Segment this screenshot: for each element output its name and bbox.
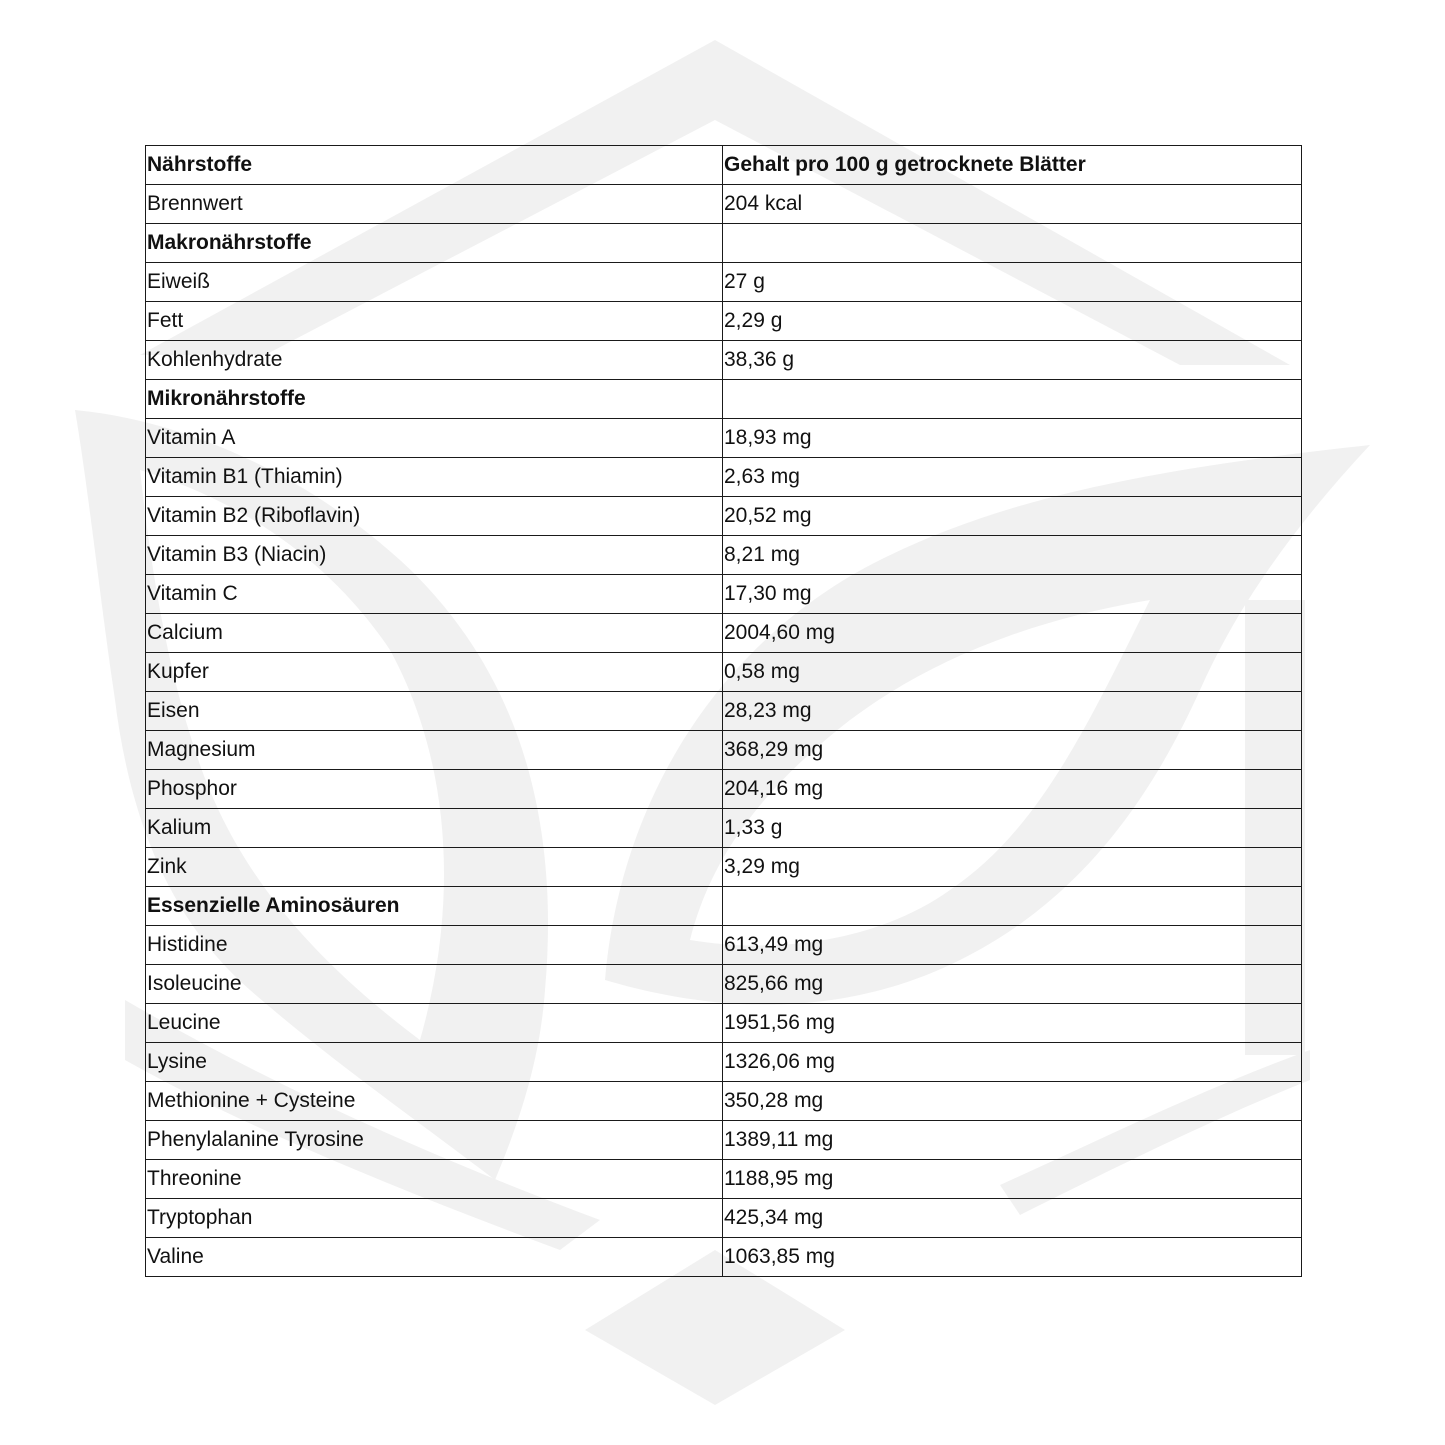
table-row: [146, 1082, 1302, 1121]
nutrient-value: 613,49 mg: [723, 926, 1302, 965]
nutrient-value: 1063,85 mg: [723, 1238, 1302, 1277]
nutrient-name: Valine: [146, 1238, 723, 1277]
nutrient-value: [723, 380, 1302, 419]
nutrient-value: 20,52 mg: [723, 497, 1302, 536]
table-row: [146, 1004, 1302, 1043]
nutrient-name: Isoleucine: [146, 965, 723, 1004]
table-row: [146, 731, 1302, 770]
table-row: [146, 302, 1302, 341]
nutrient-name: Kohlenhydrate: [146, 341, 723, 380]
table-row: [146, 263, 1302, 302]
nutrient-value: 2004,60 mg: [723, 614, 1302, 653]
table-row: [146, 653, 1302, 692]
nutrient-name: Threonine: [146, 1160, 723, 1199]
section-label: Mikronährstoffe: [146, 380, 723, 419]
nutrient-value: 3,29 mg: [723, 848, 1302, 887]
nutrient-value: 825,66 mg: [723, 965, 1302, 1004]
table-row: [146, 848, 1302, 887]
table-row: [146, 770, 1302, 809]
nutrient-value: 1188,95 mg: [723, 1160, 1302, 1199]
nutrient-value: 38,36 g: [723, 341, 1302, 380]
nutrient-value: [723, 887, 1302, 926]
nutrition-table-body: [146, 146, 1302, 1277]
table-row: [146, 965, 1302, 1004]
section-label: Essenzielle Aminosäuren: [146, 887, 723, 926]
nutrient-value: 8,21 mg: [723, 536, 1302, 575]
table-row: [146, 497, 1302, 536]
nutrient-name: Eiweiß: [146, 263, 723, 302]
nutrient-name: Histidine: [146, 926, 723, 965]
nutrient-name: Fett: [146, 302, 723, 341]
nutrient-name: Vitamin B3 (Niacin): [146, 536, 723, 575]
table-row: [146, 1043, 1302, 1082]
table-row: [146, 185, 1302, 224]
nutrient-name: Vitamin C: [146, 575, 723, 614]
table-header-row: [146, 146, 1302, 185]
nutrient-value: 1,33 g: [723, 809, 1302, 848]
nutrition-table: [145, 145, 1302, 1277]
nutrient-value: 2,29 g: [723, 302, 1302, 341]
table-row: [146, 458, 1302, 497]
nutrient-value: 2,63 mg: [723, 458, 1302, 497]
nutrient-value: 368,29 mg: [723, 731, 1302, 770]
nutrient-value: 18,93 mg: [723, 419, 1302, 458]
nutrient-value: 0,58 mg: [723, 653, 1302, 692]
nutrient-name: Calcium: [146, 614, 723, 653]
table-row: [146, 536, 1302, 575]
nutrient-value: 425,34 mg: [723, 1199, 1302, 1238]
table-row: [146, 1121, 1302, 1160]
nutrient-name: Kalium: [146, 809, 723, 848]
nutrient-name: Vitamin B1 (Thiamin): [146, 458, 723, 497]
table-row: [146, 341, 1302, 380]
nutrient-value: 350,28 mg: [723, 1082, 1302, 1121]
header-nutrient: Nährstoffe: [146, 146, 723, 185]
nutrient-name: Eisen: [146, 692, 723, 731]
section-header-row: [146, 887, 1302, 926]
nutrient-value: 28,23 mg: [723, 692, 1302, 731]
nutrient-name: Brennwert: [146, 185, 723, 224]
nutrition-table-container: [145, 145, 1301, 1277]
section-header-row: [146, 380, 1302, 419]
nutrient-name: Vitamin A: [146, 419, 723, 458]
nutrient-name: Magnesium: [146, 731, 723, 770]
section-label: Makronährstoffe: [146, 224, 723, 263]
nutrient-name: Tryptophan: [146, 1199, 723, 1238]
nutrient-name: Kupfer: [146, 653, 723, 692]
nutrient-value: [723, 224, 1302, 263]
table-row: [146, 809, 1302, 848]
nutrient-name: Lysine: [146, 1043, 723, 1082]
header-content: Gehalt pro 100 g getrocknete Blätter: [723, 146, 1302, 185]
table-row: [146, 926, 1302, 965]
nutrient-value: 204,16 mg: [723, 770, 1302, 809]
nutrient-name: Leucine: [146, 1004, 723, 1043]
nutrient-name: Phenylalanine Tyrosine: [146, 1121, 723, 1160]
table-row: [146, 419, 1302, 458]
table-row: [146, 1160, 1302, 1199]
table-row: [146, 1238, 1302, 1277]
nutrient-name: Phosphor: [146, 770, 723, 809]
section-header-row: [146, 224, 1302, 263]
nutrient-value: 27 g: [723, 263, 1302, 302]
table-row: [146, 1199, 1302, 1238]
table-row: [146, 575, 1302, 614]
nutrient-value: 17,30 mg: [723, 575, 1302, 614]
table-row: [146, 614, 1302, 653]
table-row: [146, 692, 1302, 731]
nutrient-name: Methionine + Cysteine: [146, 1082, 723, 1121]
nutrient-value: 204 kcal: [723, 185, 1302, 224]
nutrient-value: 1389,11 mg: [723, 1121, 1302, 1160]
nutrient-name: Vitamin B2 (Riboflavin): [146, 497, 723, 536]
nutrient-value: 1951,56 mg: [723, 1004, 1302, 1043]
nutrient-name: Zink: [146, 848, 723, 887]
nutrient-value: 1326,06 mg: [723, 1043, 1302, 1082]
